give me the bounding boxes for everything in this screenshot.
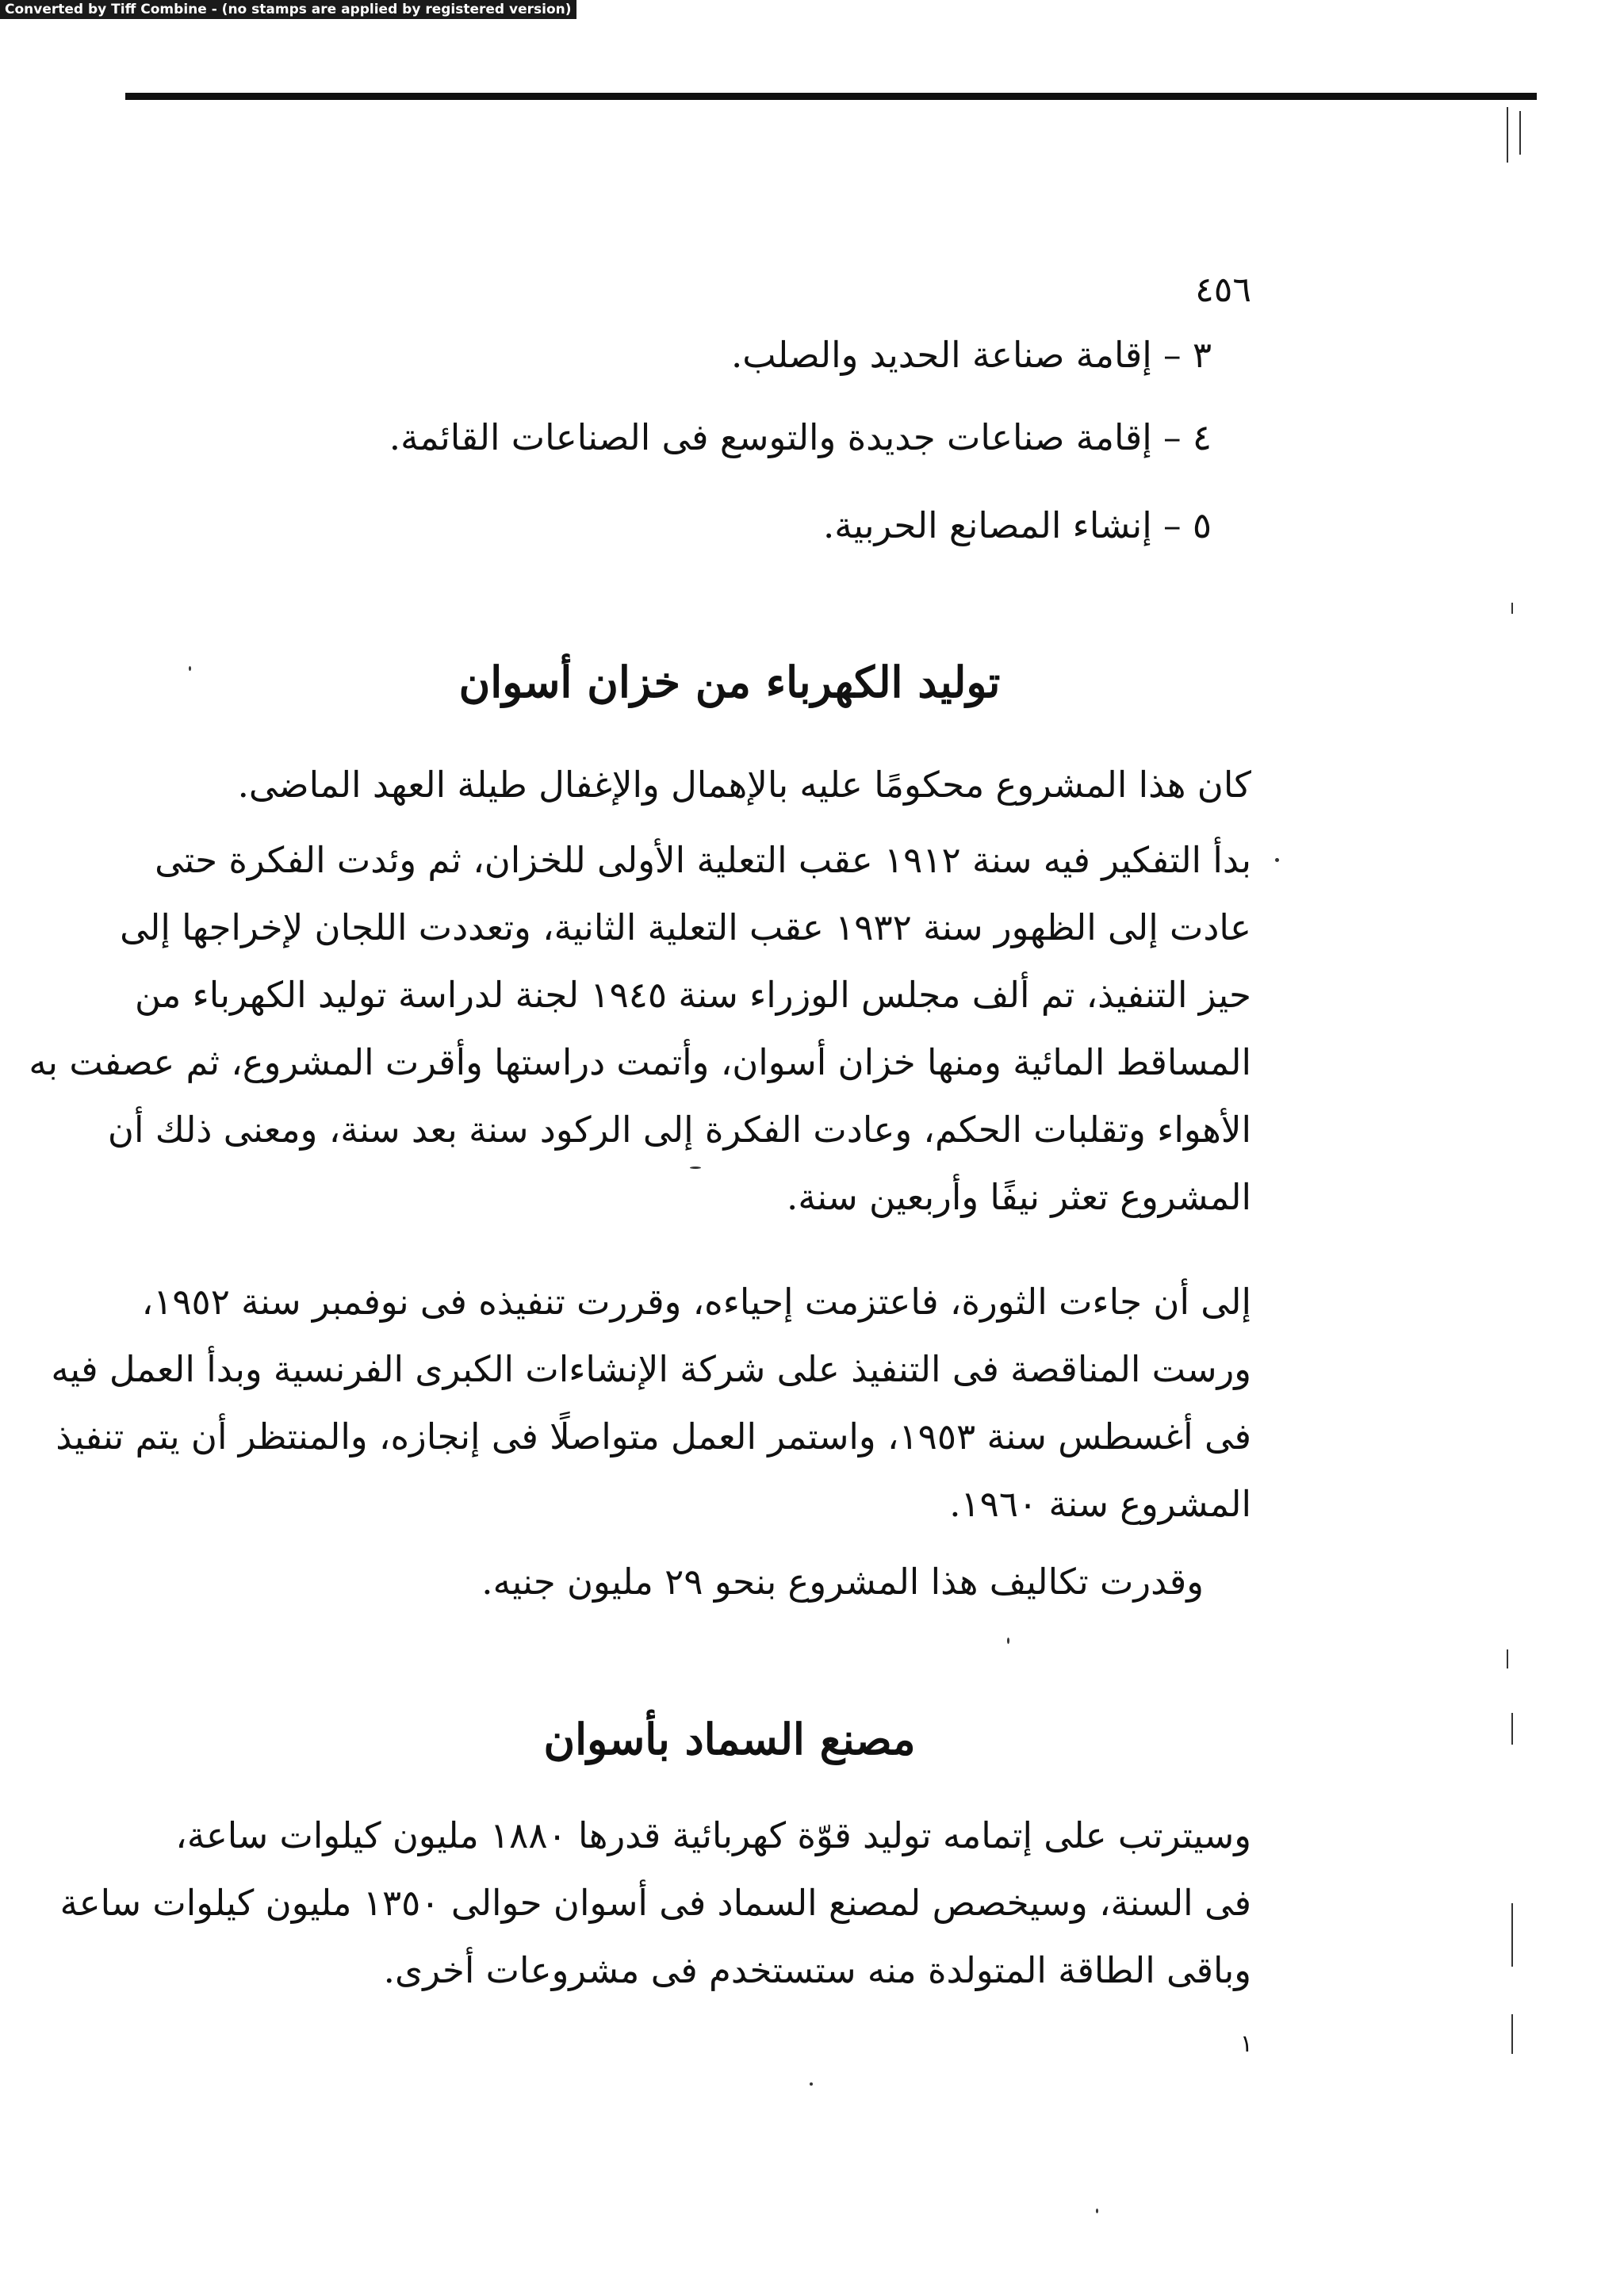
paragraph-line: ورست المناقصة فى التنفيذ على شركة الإنشاءات الكبرى الفرنسية وبدأ العمل فيه <box>51 1348 1251 1390</box>
scan-speck <box>1007 1638 1009 1644</box>
paragraph-line: المشروع تعثر نيفًا وأربعين سنة. <box>787 1176 1251 1218</box>
converter-banner: Converted by Tiff Combine - (no stamps are applied by registered version) <box>0 0 576 19</box>
scan-speck <box>810 2082 813 2086</box>
paragraph-line: وباقى الطاقة المتولدة منه ستستخدم فى مشروعات أخرى. <box>383 1949 1251 1991</box>
paragraph-line: فى أغسطس سنة ١٩٥٣، واستمر العمل متواصلًا فى إنجازه، والمنتظر أن يتم تنفيذ <box>56 1416 1251 1458</box>
paragraph-line: بدأ التفكير فيه سنة ١٩١٢ عقب التعلية الأولى للخزان، ثم وئدت الفكرة حتى <box>155 839 1251 881</box>
edge-mark <box>1511 2014 1513 2054</box>
paragraph-line: المشروع سنة ١٩٦٠. <box>949 1483 1251 1525</box>
edge-mark <box>1507 1649 1508 1668</box>
scan-speck <box>1275 858 1279 862</box>
page-number: ٤٥٦ <box>1195 270 1251 310</box>
paragraph-line: عادت إلى الظهور سنة ١٩٣٢ عقب التعلية الثانية، وتعددت اللجان لإخراجها إلى <box>120 906 1251 948</box>
edge-mark <box>1507 107 1508 163</box>
list-item: ٤ – إقامة صناعات جديدة والتوسع فى الصناعات القائمة. <box>389 416 1212 458</box>
paragraph-line: المساقط المائية ومنها خزان أسوان، وأتمت دراستها وأقرت المشروع، ثم عصفت به <box>29 1041 1251 1083</box>
paragraph-line: حيز التنفيذ، تم ألف مجلس الوزراء سنة ١٩٤٥ لجنة لدراسة توليد الكهرباء من <box>134 974 1251 1016</box>
scan-speck <box>1096 2209 1098 2213</box>
section-heading-fertilizer-plant: مصنع السماد بأسوان <box>543 1714 916 1764</box>
list-item: ٣ – إقامة صناعة الحديد والصلب. <box>730 334 1212 376</box>
edge-mark <box>1519 111 1521 155</box>
edge-mark <box>1511 1903 1513 1967</box>
scan-speck <box>690 1167 701 1169</box>
list-item: ٥ – إنشاء المصانع الحربية. <box>823 504 1212 546</box>
top-rule <box>125 93 1537 100</box>
scan-speck <box>189 666 191 671</box>
intro-line: كان هذا المشروع محكومًا عليه بالإهمال والإغفال طيلة العهد الماضى. <box>237 764 1251 806</box>
paragraph-line: الأهواء وتقلبات الحكم، وعادت الفكرة إلى الركود سنة بعد سنة، ومعنى ذلك أن <box>107 1109 1251 1151</box>
section-heading-aswan-electricity: توليد الكهرباء من خزان أسوان <box>458 657 1001 707</box>
paragraph-line: فى السنة، وسيخصص لمصنع السماد فى أسوان حوالى ١٣٥٠ مليون كيلوات ساعة <box>59 1882 1251 1924</box>
paragraph-line: وسيترتب على إتمامه توليد قوّة كهربائية قدرها ١٨٨٠ مليون كيلوات ساعة، <box>175 1814 1251 1856</box>
edge-mark <box>1511 603 1513 614</box>
paragraph-line: إلى أن جاءت الثورة، فاعتزمت إحياءه، وقررت تنفيذه فى نوفمبر سنة ١٩٥٢، <box>141 1281 1251 1323</box>
edge-mark <box>1511 1713 1513 1745</box>
footnote-mark: ١ <box>1239 2030 1253 2058</box>
cost-line: وقدرت تكاليف هذا المشروع بنحو ٢٩ مليون جنيه. <box>481 1561 1204 1603</box>
